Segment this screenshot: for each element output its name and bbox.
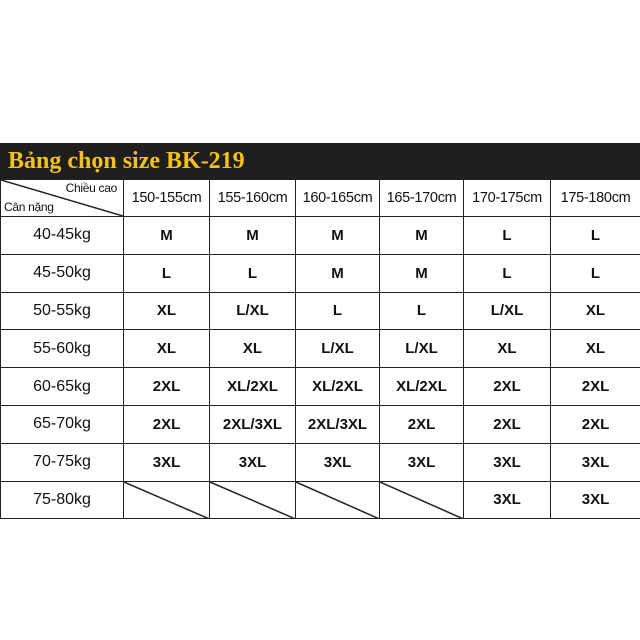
- size-cell: L: [551, 254, 640, 292]
- size-cell: M: [380, 254, 464, 292]
- empty-size-cell: [380, 481, 464, 519]
- size-cell: XL: [551, 330, 640, 368]
- size-cell: 2XL/3XL: [210, 405, 296, 443]
- weight-cell: 65-70kg: [1, 405, 124, 443]
- empty-size-cell: [296, 481, 380, 519]
- size-cell: L: [296, 292, 380, 330]
- empty-size-cell: [210, 481, 296, 519]
- table-row: [1, 330, 640, 368]
- size-cell: L/XL: [380, 330, 464, 368]
- size-cell: M: [380, 217, 464, 255]
- weight-axis-label: Cân nặng: [4, 200, 54, 214]
- size-cell: L: [124, 254, 210, 292]
- table-row: [1, 368, 640, 406]
- header-row: [1, 180, 640, 217]
- size-chart-table: [0, 179, 640, 519]
- size-cell: L/XL: [464, 292, 551, 330]
- size-cell: L: [210, 254, 296, 292]
- corner-cell: [1, 180, 124, 217]
- size-cell: 2XL: [464, 405, 551, 443]
- height-header: 175-180cm: [551, 180, 640, 217]
- size-cell: XL: [124, 292, 210, 330]
- cell-diagonal: [380, 482, 463, 519]
- page-title: Bảng chọn size BK-219: [8, 148, 245, 174]
- weight-cell: 40-45kg: [1, 217, 124, 255]
- table-row: [1, 254, 640, 292]
- height-header: 165-170cm: [380, 180, 464, 217]
- height-header: 160-165cm: [296, 180, 380, 217]
- size-cell: 2XL/3XL: [296, 405, 380, 443]
- weight-cell: 45-50kg: [1, 254, 124, 292]
- size-cell: 2XL: [380, 405, 464, 443]
- size-cell: L/XL: [210, 292, 296, 330]
- table-row: [1, 443, 640, 481]
- size-cell: XL: [464, 330, 551, 368]
- height-header: 150-155cm: [124, 180, 210, 217]
- height-header: 170-175cm: [464, 180, 551, 217]
- size-cell: XL/2XL: [296, 368, 380, 406]
- title-banner: [0, 143, 640, 179]
- weight-cell: 70-75kg: [1, 443, 124, 481]
- size-cell: 2XL: [124, 405, 210, 443]
- cell-diagonal: [296, 482, 379, 519]
- size-cell: 3XL: [551, 481, 640, 519]
- size-cell: 3XL: [464, 443, 551, 481]
- weight-cell: 55-60kg: [1, 330, 124, 368]
- size-cell: 3XL: [210, 443, 296, 481]
- size-cell: 3XL: [124, 443, 210, 481]
- size-cell: XL/2XL: [210, 368, 296, 406]
- size-cell: L: [464, 217, 551, 255]
- table-row: [1, 481, 640, 519]
- cell-diagonal: [124, 482, 209, 519]
- table-row: [1, 292, 640, 330]
- size-cell: M: [124, 217, 210, 255]
- size-cell: XL: [124, 330, 210, 368]
- size-cell: 2XL: [551, 368, 640, 406]
- size-cell: L: [464, 254, 551, 292]
- weight-cell: 75-80kg: [1, 481, 124, 519]
- weight-cell: 50-55kg: [1, 292, 124, 330]
- weight-cell: 60-65kg: [1, 368, 124, 406]
- height-header: 155-160cm: [210, 180, 296, 217]
- size-cell: XL/2XL: [380, 368, 464, 406]
- empty-size-cell: [124, 481, 210, 519]
- size-cell: 3XL: [551, 443, 640, 481]
- height-axis-label: Chiều cao: [65, 181, 117, 195]
- size-cell: XL: [551, 292, 640, 330]
- table-row: [1, 405, 640, 443]
- size-cell: M: [296, 217, 380, 255]
- size-cell: 3XL: [380, 443, 464, 481]
- size-cell: L: [551, 217, 640, 255]
- size-cell: 2XL: [124, 368, 210, 406]
- size-cell: 2XL: [464, 368, 551, 406]
- size-cell: 3XL: [464, 481, 551, 519]
- size-cell: XL: [210, 330, 296, 368]
- size-cell: 3XL: [296, 443, 380, 481]
- table-row: [1, 217, 640, 255]
- size-cell: L/XL: [296, 330, 380, 368]
- size-cell: 2XL: [551, 405, 640, 443]
- size-cell: M: [210, 217, 296, 255]
- cell-diagonal: [210, 482, 295, 519]
- size-cell: M: [296, 254, 380, 292]
- size-cell: L: [380, 292, 464, 330]
